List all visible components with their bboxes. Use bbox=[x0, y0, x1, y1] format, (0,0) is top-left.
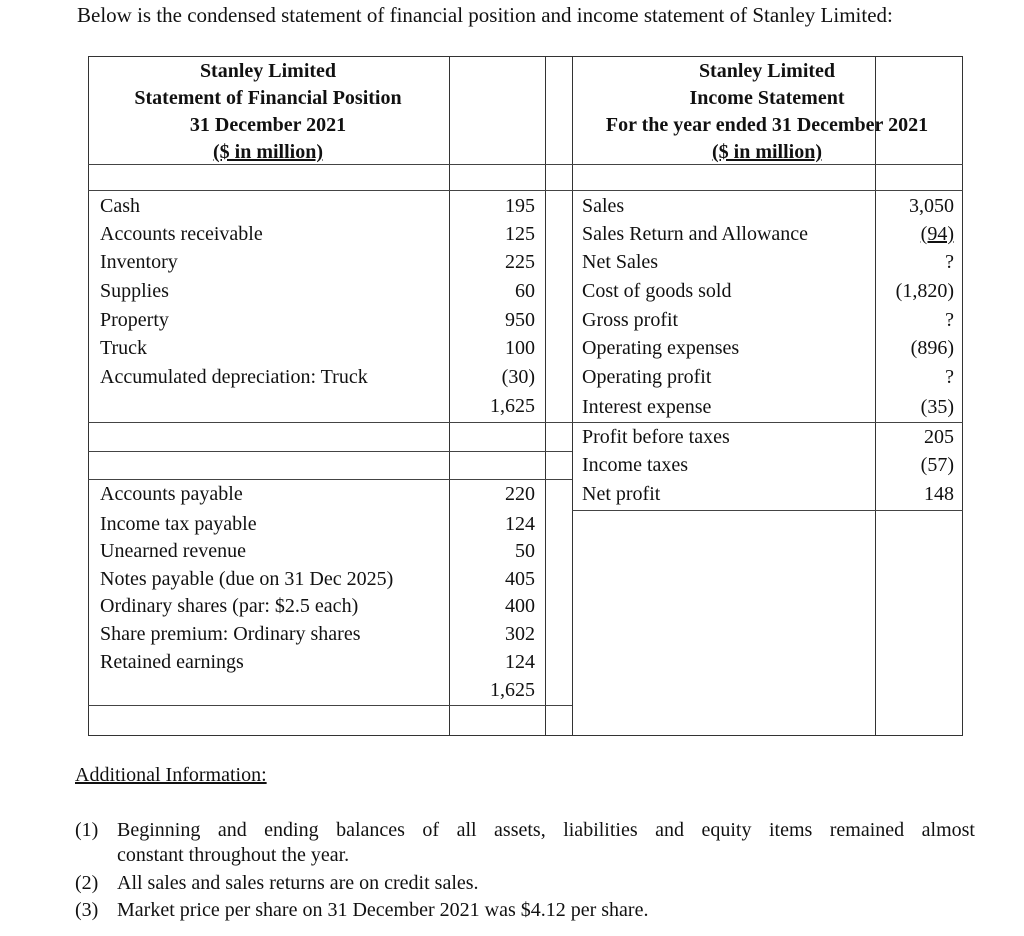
company-name: Stanley Limited bbox=[199, 60, 337, 82]
liability-equity-value: 405 bbox=[505, 568, 535, 590]
income-value: 148 bbox=[924, 483, 954, 505]
asset-label: Accumulated depreciation: Truck bbox=[100, 366, 368, 388]
statement-title: Statement of Financial Position bbox=[134, 87, 402, 109]
divider bbox=[88, 451, 572, 452]
liability-equity-label: Share premium: Ordinary shares bbox=[100, 623, 361, 645]
note-number: (3) bbox=[75, 899, 99, 921]
liability-equity-label: Ordinary shares (par: $2.5 each) bbox=[100, 595, 359, 617]
liability-equity-label: Income tax payable bbox=[100, 513, 257, 535]
income-label: Interest expense bbox=[582, 396, 712, 418]
asset-label: Cash bbox=[100, 195, 140, 217]
units: ($ in million) bbox=[711, 141, 822, 163]
divider bbox=[88, 422, 963, 423]
income-value: (1,820) bbox=[895, 280, 954, 302]
income-value: 205 bbox=[924, 426, 954, 448]
income-label: Net Sales bbox=[582, 251, 659, 273]
asset-value: 125 bbox=[505, 223, 535, 245]
intro-text: Below is the condensed statement of financial position and income statement of Stanley Limited: bbox=[77, 3, 893, 27]
income-label: Cost of goods sold bbox=[582, 280, 732, 302]
statement-title: Income Statement bbox=[689, 87, 845, 109]
liability-equity-value: 124 bbox=[505, 651, 535, 673]
income-value: (57) bbox=[920, 454, 954, 476]
units: ($ in million) bbox=[212, 141, 323, 163]
additional-info-heading: Additional Information: bbox=[75, 764, 267, 786]
income-value: ? bbox=[945, 309, 954, 331]
income-label: Sales Return and Allowance bbox=[582, 223, 809, 245]
note-text: constant throughout the year. bbox=[117, 844, 350, 866]
divider bbox=[572, 56, 573, 736]
asset-label: Supplies bbox=[100, 280, 169, 302]
note-item bbox=[75, 871, 975, 896]
divider bbox=[449, 56, 450, 736]
income-label: Operating expenses bbox=[582, 337, 740, 359]
income-value: ? bbox=[945, 366, 954, 388]
income-label: Gross profit bbox=[582, 309, 679, 331]
liability-equity-value: 302 bbox=[505, 623, 535, 645]
income-label: Profit before taxes bbox=[582, 426, 730, 448]
income-value: ? bbox=[945, 251, 954, 273]
asset-label: Accounts receivable bbox=[100, 223, 263, 245]
note-number: (1) bbox=[75, 819, 99, 841]
liability-equity-label: Notes payable (due on 31 Dec 2025) bbox=[100, 568, 394, 590]
liability-equity-value: 400 bbox=[505, 595, 535, 617]
balance-sheet-header bbox=[92, 58, 444, 166]
income-label: Net profit bbox=[582, 483, 661, 505]
asset-value: (30) bbox=[501, 366, 535, 388]
note-item bbox=[75, 898, 975, 923]
asset-value: 225 bbox=[505, 251, 535, 273]
note-text: Market price per share on 31 December 2021 was $4.12 per share. bbox=[117, 899, 649, 921]
total-assets: 1,625 bbox=[490, 395, 535, 417]
note-item bbox=[75, 818, 975, 868]
liability-equity-value: 50 bbox=[515, 540, 535, 562]
note-text: All sales and sales returns are on credit sales. bbox=[117, 872, 479, 894]
income-label: Sales bbox=[582, 195, 625, 217]
note-text: Beginning and ending balances of all assets, liabilities and equity items remained almost bbox=[117, 819, 975, 841]
note-number: (2) bbox=[75, 872, 99, 894]
income-value: 3,050 bbox=[909, 195, 954, 217]
divider bbox=[545, 56, 546, 736]
income-label: Income taxes bbox=[582, 454, 689, 476]
divider bbox=[88, 705, 572, 706]
company-name: Stanley Limited bbox=[698, 60, 836, 82]
liability-equity-value: 220 bbox=[505, 483, 535, 505]
asset-value: 195 bbox=[505, 195, 535, 217]
income-value: (35) bbox=[920, 396, 954, 418]
statement-date: 31 December 2021 bbox=[189, 114, 347, 136]
asset-label: Property bbox=[100, 309, 169, 331]
asset-value: 100 bbox=[505, 337, 535, 359]
asset-value: 60 bbox=[515, 280, 535, 302]
liability-equity-label: Retained earnings bbox=[100, 651, 244, 673]
divider bbox=[88, 190, 963, 191]
asset-value: 950 bbox=[505, 309, 535, 331]
liability-equity-label: Unearned revenue bbox=[100, 540, 247, 562]
income-value: (94) bbox=[920, 223, 954, 245]
statement-period: For the year ended 31 December 2021 bbox=[605, 114, 929, 136]
asset-label: Truck bbox=[100, 337, 148, 359]
total-liabilities-equity: 1,625 bbox=[490, 679, 535, 701]
liability-equity-value: 124 bbox=[505, 513, 535, 535]
income-value: (896) bbox=[910, 337, 954, 359]
income-label: Operating profit bbox=[582, 366, 712, 388]
asset-label: Inventory bbox=[100, 251, 178, 273]
divider bbox=[572, 510, 963, 511]
income-statement-header bbox=[574, 58, 960, 166]
liability-equity-label: Accounts payable bbox=[100, 483, 243, 505]
